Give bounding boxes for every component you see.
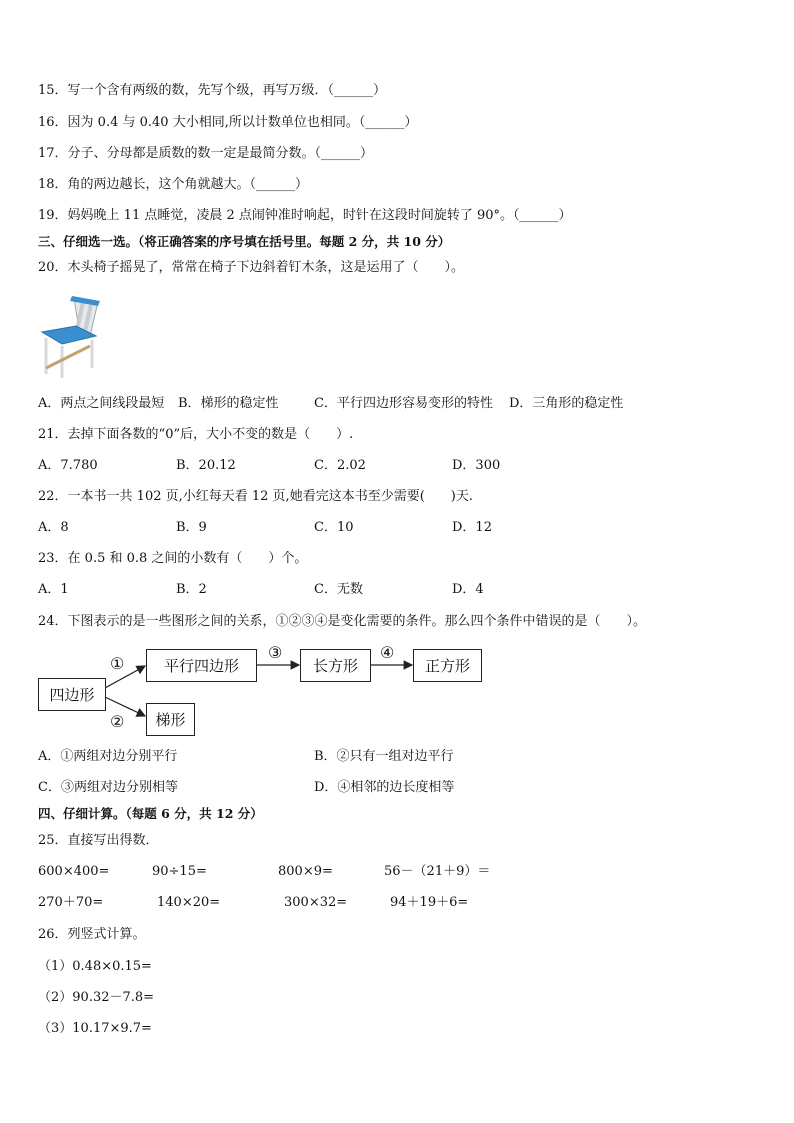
question-26: 26．列竖式计算。 [38, 927, 146, 942]
condition-2-label: ② [110, 712, 125, 731]
question-20: 20．木头椅子摇晃了，常常在椅子下边斜着钉木条，这是运用了（ ）。 [38, 260, 465, 275]
question-19: 19．妈妈晚上 11 点睡觉，凌晨 2 点闹钟准时响起，时针在这段时间旋转了 90°。（______） [38, 208, 572, 223]
box-quadrilateral: 四边形 [38, 678, 106, 711]
box-square: 正方形 [413, 649, 482, 682]
q25-item: 270＋70= [38, 895, 104, 910]
q24-option-d[interactable]: D．④相邻的边长度相等 [314, 780, 455, 795]
q21-option-c[interactable]: C．2.02 [314, 458, 366, 473]
box-rectangle: 长方形 [300, 649, 371, 682]
q22-option-a[interactable]: A．8 [38, 520, 69, 535]
question-23: 23．在 0.5 和 0.8 之间的小数有（ ）个。 [38, 551, 308, 566]
question-17: 17．分子、分母都是质数的数一定是最简分数。（______） [38, 146, 374, 161]
q21-option-b[interactable]: B．20.12 [176, 458, 236, 473]
section-4-heading: 四、仔细计算。（每题 6 分，共 12 分） [38, 806, 263, 821]
question-18: 18．角的两边越长，这个角就越大。（______） [38, 177, 309, 192]
q22-option-b[interactable]: B．9 [176, 520, 207, 535]
q20-option-c[interactable]: C．平行四边形容易变形的特性 [314, 396, 493, 411]
q25-item: 300×32= [284, 895, 348, 910]
box-parallelogram: 平行四边形 [146, 649, 257, 682]
question-25: 25．直接写出得数． [38, 833, 159, 848]
condition-1-label: ① [110, 654, 125, 673]
q26-item: （1）0.48×0.15= [38, 959, 152, 974]
q20-option-d[interactable]: D．三角形的稳定性 [509, 396, 624, 411]
q20-option-a[interactable]: A．两点之间线段最短 [38, 396, 165, 411]
q25-item: 800×9= [278, 864, 333, 879]
question-21: 21．去掉下面各数的“0”后，大小不变的数是（ ）. [38, 427, 354, 442]
q26-item: （2）90.32－7.8= [38, 990, 155, 1005]
q20-option-b[interactable]: B．梯形的稳定性 [178, 396, 279, 411]
q25-item: 56－（21＋9）＝ [384, 864, 491, 879]
q26-item: （3）10.17×9.7= [38, 1021, 152, 1036]
section-3-heading: 三、仔细选一选。（将正确答案的序号填在括号里。每题 2 分，共 10 分） [38, 234, 451, 249]
q23-option-d[interactable]: D．4 [452, 582, 484, 597]
q21-option-d[interactable]: D．300 [452, 458, 501, 473]
q23-option-a[interactable]: A．1 [38, 582, 69, 597]
q25-item: 140×20= [157, 895, 221, 910]
q23-option-b[interactable]: B．2 [176, 582, 207, 597]
q23-option-c[interactable]: C．无数 [314, 582, 363, 597]
q22-option-d[interactable]: D．12 [452, 520, 492, 535]
q24-option-a[interactable]: A．①两组对边分别平行 [38, 749, 178, 764]
q22-option-c[interactable]: C．10 [314, 520, 354, 535]
q25-item: 90÷15= [152, 864, 207, 879]
q24-option-b[interactable]: B．②只有一组对边平行 [314, 749, 454, 764]
q24-option-c[interactable]: C．③两组对边分别相等 [38, 780, 178, 795]
question-24: 24．下图表示的是一些图形之间的关系，①②③④是变化需要的条件。那么四个条件中错误的是（ ）。 [38, 614, 647, 629]
condition-3-label: ③ [268, 643, 283, 662]
q25-item: 600×400= [38, 864, 110, 879]
condition-4-label: ④ [380, 643, 395, 662]
question-16: 16．因为 0.4 与 0.40 大小相同,所以计数单位也相同。（______） [38, 115, 418, 130]
question-22: 22．一本书一共 102 页,小红每天看 12 页,她看完这本书至少需要( )天. [38, 489, 473, 504]
q21-option-a[interactable]: A．7.780 [38, 458, 98, 473]
q25-item: 94＋19＋6= [390, 895, 469, 910]
box-trapezoid: 梯形 [146, 703, 195, 736]
question-15: 15．写一个含有两级的数，先写个级，再写万级．（______） [38, 83, 387, 98]
